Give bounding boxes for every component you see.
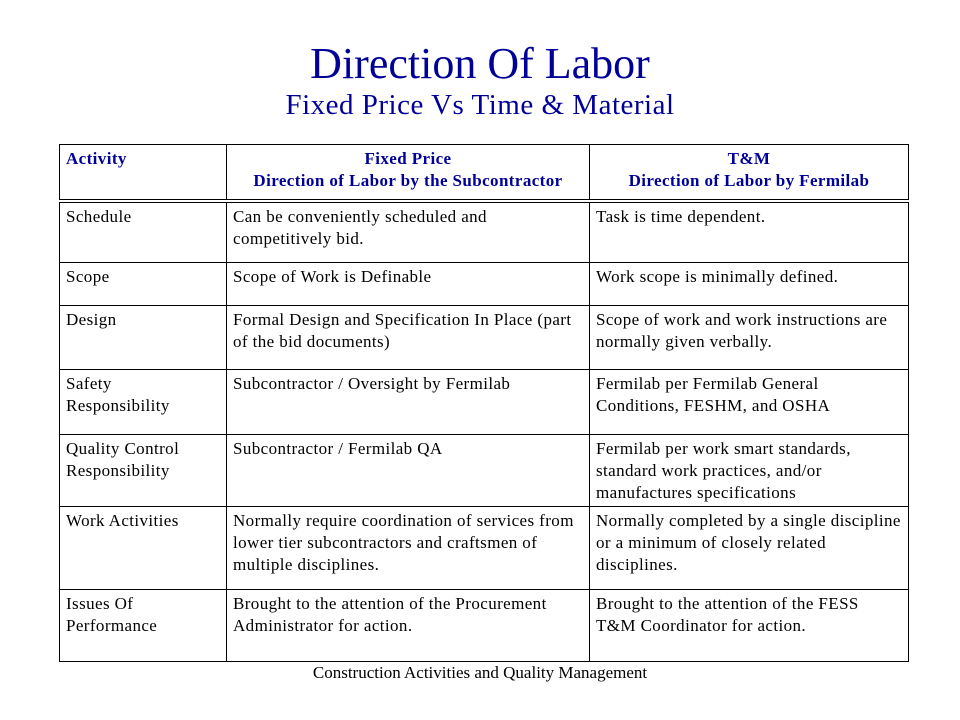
header-activity xyxy=(60,145,227,201)
cell-activity: Work Activities xyxy=(60,507,227,590)
cell-activity: Schedule xyxy=(60,201,227,263)
cell-activity: Quality Control Responsibility xyxy=(60,435,227,507)
slide-footer: Construction Activities and Quality Management xyxy=(312,663,648,682)
cell-fixed-price: Normally require coordination of services from lower tier subcontractors and craftsmen of multiple disciplines. xyxy=(227,507,590,590)
cell-fixed-price: Brought to the attention of the Procurement Administrator for action. xyxy=(227,590,590,662)
cell-activity: Scope xyxy=(60,263,227,306)
cell-activity: Safety Responsibility xyxy=(60,370,227,435)
header-fixed-price xyxy=(227,145,590,201)
table-row xyxy=(60,590,909,662)
cell-tm: Brought to the attention of the FESS T&M Coordinator for action. xyxy=(590,590,909,662)
cell-fixed-price: Subcontractor / Fermilab QA xyxy=(227,435,590,507)
table-row xyxy=(60,370,909,435)
header-tm-title: T&M xyxy=(727,149,771,168)
table-row xyxy=(60,306,909,370)
cell-tm: Scope of work and work instructions are normally given verbally. xyxy=(590,306,909,370)
cell-fixed-price: Formal Design and Specification In Place (part of the bid documents) xyxy=(227,306,590,370)
cell-activity: Issues Of Performance xyxy=(60,590,227,662)
header-fixed-price-title: Fixed Price xyxy=(364,149,452,168)
cell-activity: Design xyxy=(60,306,227,370)
header-tm xyxy=(590,145,909,201)
table-row xyxy=(60,201,909,263)
cell-tm: Normally completed by a single discipline or a minimum of closely related disciplines. xyxy=(590,507,909,590)
cell-fixed-price: Subcontractor / Oversight by Fermilab xyxy=(227,370,590,435)
cell-fixed-price: Scope of Work is Definable xyxy=(227,263,590,306)
header-fixed-price-detail: Direction of Labor by the Subcontractor xyxy=(253,171,563,190)
cell-tm: Work scope is minimally defined. xyxy=(590,263,909,306)
table-header-row xyxy=(60,145,909,201)
table-row xyxy=(60,435,909,507)
table-row xyxy=(60,263,909,306)
comparison-table xyxy=(59,144,909,662)
table-row xyxy=(60,507,909,590)
header-activity-label: Activity xyxy=(66,149,127,168)
slide-subtitle: Fixed Price Vs Time & Material xyxy=(285,89,675,121)
cell-tm: Fermilab per work smart standards, standard work practices, and/or manufactures specifications xyxy=(590,435,909,507)
cell-tm: Task is time dependent. xyxy=(590,201,909,263)
slide-title: Direction Of Labor xyxy=(310,39,650,88)
header-tm-detail: Direction of Labor by Fermilab xyxy=(628,171,870,190)
cell-tm: Fermilab per Fermilab General Conditions, FESHM, and OSHA xyxy=(590,370,909,435)
cell-fixed-price: Can be conveniently scheduled and competitively bid. xyxy=(227,201,590,263)
